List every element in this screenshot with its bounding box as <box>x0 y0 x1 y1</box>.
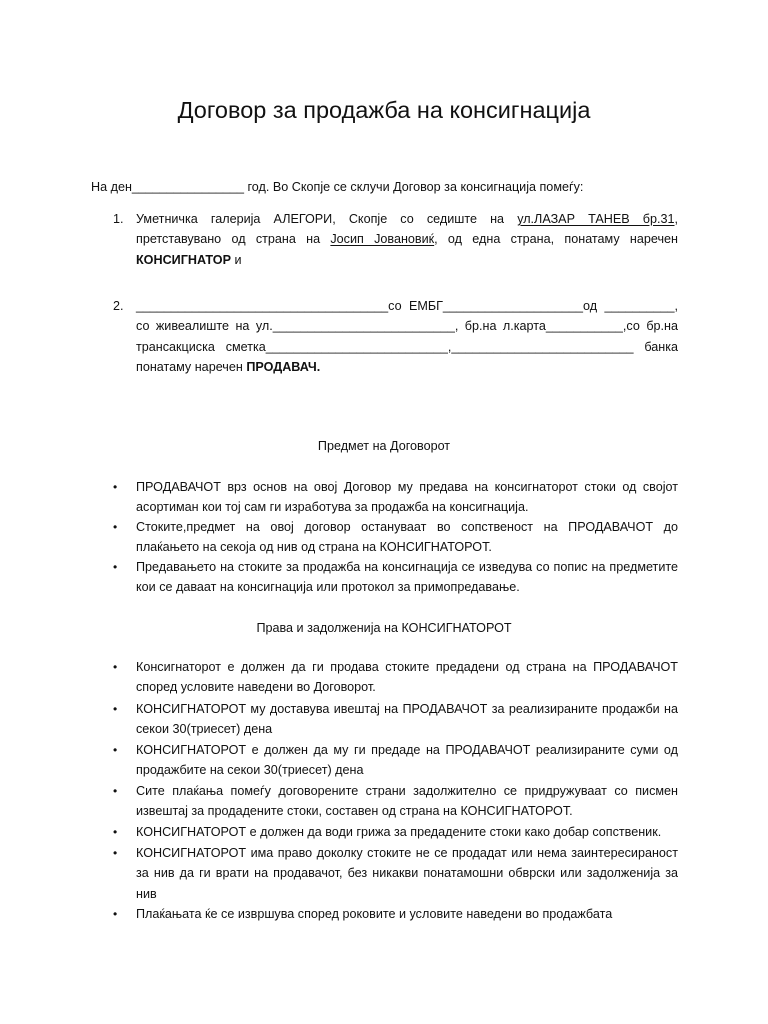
bullet-icon: • <box>113 784 118 798</box>
party2-number: 2. <box>113 299 124 313</box>
party1-text-1: Уметничка галерија АЛЕГОРИ, Скопје со седиште на <box>136 212 518 226</box>
bullet-icon: • <box>113 702 118 716</box>
bullet-icon: • <box>113 660 118 674</box>
party2-paragraph <box>136 296 678 378</box>
section2-item-2: КОНСИГНАТОРОТ му доставува ивештај на ПРОДАВАЧОТ за реализираните продажби на секои 30(триесет) дена <box>136 702 678 737</box>
section1-heading: Предмет на Договорот <box>317 439 451 453</box>
section2-heading: Права и задолженија на КОНСИГНАТОРОТ <box>256 621 512 635</box>
party1-representative: Јосип Јовановиќ <box>330 232 435 247</box>
bullet-icon: • <box>113 520 118 534</box>
party1-text-2: , претставувано од страна на <box>136 212 678 247</box>
party2-text: понатаму наречен <box>136 360 247 375</box>
document-title: Договор за продажба на консигнација <box>177 97 591 123</box>
party2-line-1: ____________________________________со ЕМБГ____________________од __________, <box>136 299 678 313</box>
section2-item-6: КОНСИГНАТОРОТ има право доколку стоките не се продадат или нема заинтересираност за нив да ги врати на продавачот, без никакви понатамошни обврски или задолженија за нив <box>136 846 678 901</box>
bullet-icon: • <box>113 907 118 921</box>
section1-item-2: Стоките,предмет на овој договор остануваат во сопственост на ПРОДАВАЧОТ до плаќањето на секоја од нив од страна на КОНСИГНАТОРОТ. <box>136 520 678 555</box>
party1-number: 1. <box>113 212 124 226</box>
section1-item-1: ПРОДАВАЧОТ врз основ на овој Договор му предава на консигнаторот стоки од својот асортиман кои тој сам ги изработува за продажба на консигнација. <box>136 480 678 515</box>
section2-item-4: Сите плаќања помеѓу договорените страни задолжително се придружуваат со писмен извештај за продадените стоки, составен од страна на КОНСИГНАТОРОТ. <box>136 784 678 819</box>
party2-role: ПРОДАВАЧ. <box>246 360 321 375</box>
bullet-icon: • <box>113 560 118 574</box>
bullet-icon: • <box>113 825 118 839</box>
party2-line-2: со живеалиште на ул.__________________________, бр.на л.карта___________,со бр.на <box>136 319 678 334</box>
section1-item-3: Предавањето на стоките за продажба на консигнација се изведува со попис на предметите кои се даваат на консигнација или протокол за примопредавање. <box>136 560 678 595</box>
party1-address: ул.ЛАЗАР ТАНЕВ бр.31 <box>517 212 675 226</box>
party1-role: КОНСИГНАТОР <box>136 252 231 267</box>
section2-item-7: Плаќањата ќе се извршува според роковите и условите наведени во продажбата <box>136 907 613 921</box>
party1-text-3: , од една страна, понатаму наречен <box>434 232 678 247</box>
party1-text-4: и <box>231 252 242 267</box>
party2-line-4 <box>136 357 678 377</box>
section2-item-3: КОНСИГНАТОРОТ е должен да му ги предаде на ПРОДАВАЧОТ реализираните суми од продажбите на секои 30(триесет) дена <box>136 743 678 778</box>
intro-line: На ден________________ год. Во Скопје се склучи Договор за консигнација помеѓу: <box>91 180 584 194</box>
bullet-icon: • <box>113 480 118 494</box>
bullet-icon: • <box>113 846 118 860</box>
bullet-icon: • <box>113 743 118 757</box>
party2-line-3: трансакциска сметка__________________________,__________________________ банка <box>136 339 678 354</box>
section2-item-5: КОНСИГНАТОРОТ е должен да води грижа за предадените стоки како добар сопственик. <box>136 825 662 839</box>
section2-item-1: Консигнаторот е должен да ги продава стоките предадени од страна на ПРОДАВАЧОТ според условите наведени во Договорот. <box>136 660 678 695</box>
party1-paragraph <box>136 209 678 270</box>
